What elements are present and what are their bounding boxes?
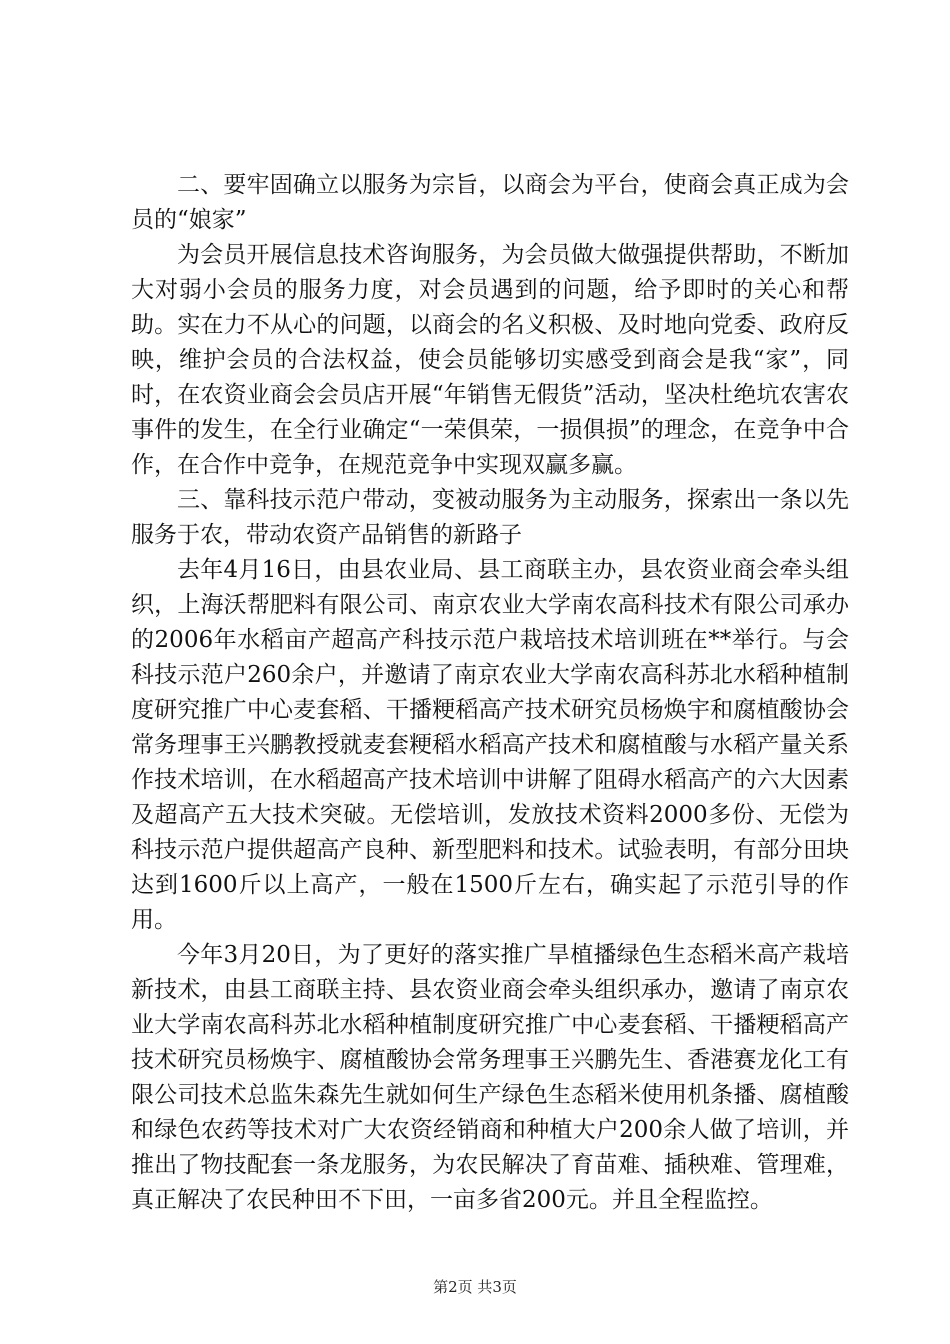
- section-heading-2: 二、要牢固确立以服务为宗旨，以商会为平台，使商会真正成为会员的“娘家”: [131, 172, 849, 233]
- page-number-footer: 第2页 共3页: [433, 1278, 517, 1296]
- document-body: [131, 168, 849, 1218]
- body-paragraph: 去年4月16日，由县农业局、县工商联主办，县农资业商会牵头组织，上海沃帮肥料有限公司、南京农业大学南农高科技术有限公司承办的2006年水稻亩产超高产科技示范户栽培技术培训班在**举行。与会科技示范户260余户，并邀请了南京农业大学南农高科苏北水稻种植制度研究推广中心麦套稻、干播粳稻高产技术研究员杨焕宇和腐植酸协会常务理事王兴鹏教授就麦套粳稻水稻高产技术和腐植酸与水稻产量关系作技术培训，在水稻超高产技术培训中讲解了阻碍水稻高产的六大因素及超高产五大技术突破。无偿培训，发放技术资料2000多份、无偿为科技示范户提供超高产良种、新型肥料和技术。试验表明，有部分田块达到1600斤以上高产，一般在1500斤左右，确实起了示范引导的作用。: [131, 557, 849, 933]
- body-paragraph: 今年3月20日，为了更好的落实推广旱植播绿色生态稻米高产栽培新技术，由县工商联主持、县农资业商会牵头组织承办，邀请了南京农业大学南农高科苏北水稻种植制度研究推广中心麦套稻、干播粳稻高产技术研究员杨焕宇、腐植酸协会常务理事王兴鹏先生、香港赛龙化工有限公司技术总监朱森先生就如何生产绿色生态稻米使用机条播、腐植酸和绿色农药等技术对广大农资经销商和种植大户200余人做了培训，并推出了物技配套一条龙服务，为农民解决了育苗难、插秧难、管理难，真正解决了农民种田不下田，一亩多省200元。并且全程监控。: [131, 942, 849, 1213]
- section-heading-3: 三、靠科技示范户带动，变被动服务为主动服务，探索出一条以先服务于农，带动农资产品销售的新路子: [131, 487, 849, 548]
- body-paragraph: 为会员开展信息技术咨询服务，为会员做大做强提供帮助，不断加大对弱小会员的服务力度，对会员遇到的问题，给予即时的关心和帮助。实在力不从心的问题，以商会的名义积极、及时地向党委、政府反映，维护会员的合法权益，使会员能够切实感受到商会是我“家”，同时，在农资业商会会员店开展“年销售无假货”活动，坚决杜绝坑农害农事件的发生，在全行业确定“一荣俱荣，一损俱损”的理念，在竞争中合作，在合作中竞争，在规范竞争中实现双赢多赢。: [131, 242, 849, 478]
